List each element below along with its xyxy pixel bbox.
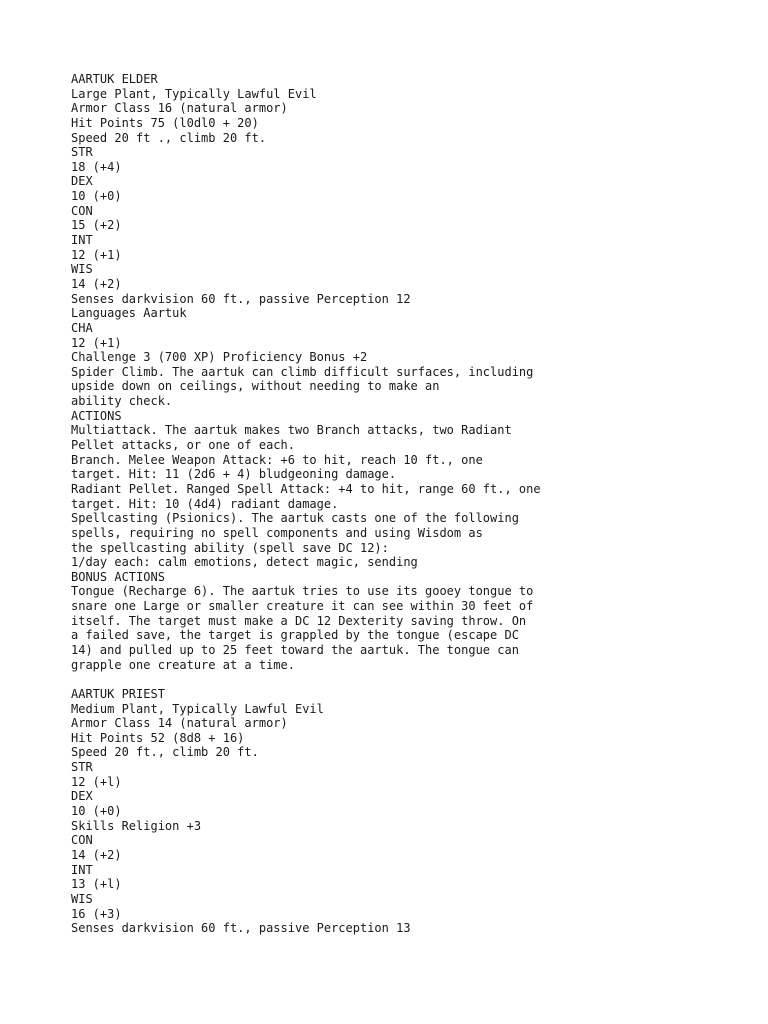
elder-dex-value: 10 (+0) bbox=[71, 189, 122, 204]
elder-spellcasting-line: the spellcasting ability (spell save DC 12): bbox=[71, 540, 389, 555]
priest-str-value: 12 (+l) bbox=[71, 774, 122, 789]
elder-tongue-line: grapple one creature at a time. bbox=[71, 657, 295, 672]
elder-tongue-line: snare one Large or smaller creature it can see within 30 feet of bbox=[71, 599, 534, 614]
elder-tongue-line: 14) and pulled up to 25 feet toward the aartuk. The tongue can bbox=[71, 642, 519, 657]
elder-int-value: 12 (+1) bbox=[71, 247, 122, 262]
priest-int-value: 13 (+l) bbox=[71, 877, 122, 892]
elder-armor-class: Armor Class 16 (natural armor) bbox=[71, 101, 288, 116]
elder-challenge: Challenge 3 (700 XP) Proficiency Bonus +2 bbox=[71, 350, 368, 365]
section-spacer bbox=[71, 672, 751, 687]
elder-branch-line: target. Hit: 11 (2d6 + 4) bludgeoning damage. bbox=[71, 467, 397, 482]
elder-wis-label: WIS bbox=[71, 262, 93, 277]
priest-senses: Senses darkvision 60 ft., passive Perception 13 bbox=[71, 921, 411, 936]
elder-dex-label: DEX bbox=[71, 174, 93, 189]
elder-statblock bbox=[71, 72, 751, 672]
elder-str-value: 18 (+4) bbox=[71, 159, 122, 174]
priest-str-label: STR bbox=[71, 760, 93, 775]
priest-skills: Skills Religion +3 bbox=[71, 818, 202, 833]
elder-bonus-actions-heading: BONUS ACTIONS bbox=[71, 569, 165, 584]
elder-name: AARTUK ELDER bbox=[71, 72, 158, 86]
elder-type: Large Plant, Typically Lawful Evil bbox=[71, 86, 317, 101]
elder-spellcasting-line: spells, requiring no spell components and using Wisdom as bbox=[71, 525, 483, 540]
elder-branch-line: Branch. Melee Weapon Attack: +6 to hit, reach 10 ft., one bbox=[71, 452, 483, 467]
elder-cha-label: CHA bbox=[71, 320, 93, 335]
elder-con-value: 15 (+2) bbox=[71, 218, 122, 233]
priest-int-label: INT bbox=[71, 862, 93, 877]
elder-con-label: CON bbox=[71, 203, 93, 218]
elder-radiant-pellet-line: Radiant Pellet. Ranged Spell Attack: +4 to hit, range 60 ft., one bbox=[71, 481, 541, 496]
elder-hit-points: Hit Points 75 (l0dl0 + 20) bbox=[71, 115, 259, 130]
elder-spider-climb-line: ability check. bbox=[71, 394, 173, 409]
priest-statblock bbox=[71, 687, 751, 936]
elder-radiant-pellet-line: target. Hit: 10 (4d4) radiant damage. bbox=[71, 496, 339, 511]
priest-speed: Speed 20 ft., climb 20 ft. bbox=[71, 745, 259, 760]
priest-con-value: 14 (+2) bbox=[71, 847, 122, 862]
elder-spider-climb-line: Spider Climb. The aartuk can climb difficult surfaces, including bbox=[71, 364, 534, 379]
priest-name: AARTUK PRIEST bbox=[71, 686, 165, 701]
elder-int-label: INT bbox=[71, 233, 93, 248]
elder-spellcasting-line: 1/day each: calm emotions, detect magic, sending bbox=[71, 555, 418, 570]
elder-tongue-line: Tongue (Recharge 6). The aartuk tries to use its gooey tongue to bbox=[71, 584, 534, 599]
priest-dex-value: 10 (+0) bbox=[71, 804, 122, 819]
priest-dex-label: DEX bbox=[71, 789, 93, 804]
elder-wis-value: 14 (+2) bbox=[71, 276, 122, 291]
elder-tongue-line: a failed save, the target is grappled by the tongue (escape DC bbox=[71, 628, 519, 643]
priest-con-label: CON bbox=[71, 833, 93, 848]
elder-multiattack-line: Multiattack. The aartuk makes two Branch attacks, two Radiant bbox=[71, 423, 512, 438]
elder-str-label: STR bbox=[71, 145, 93, 160]
elder-cha-value: 12 (+1) bbox=[71, 335, 122, 350]
document-page bbox=[71, 72, 751, 936]
elder-spider-climb-line: upside down on ceilings, without needing to make an bbox=[71, 379, 440, 394]
elder-languages: Languages Aartuk bbox=[71, 306, 187, 321]
priest-wis-value: 16 (+3) bbox=[71, 906, 122, 921]
priest-type: Medium Plant, Typically Lawful Evil bbox=[71, 701, 324, 716]
elder-tongue-line: itself. The target must make a DC 12 Dexterity saving throw. On bbox=[71, 613, 527, 628]
elder-speed: Speed 20 ft ., climb 20 ft. bbox=[71, 130, 267, 145]
priest-hit-points: Hit Points 52 (8d8 + 16) bbox=[71, 730, 245, 745]
elder-multiattack-line: Pellet attacks, or one of each. bbox=[71, 438, 295, 453]
priest-armor-class: Armor Class 14 (natural armor) bbox=[71, 716, 288, 731]
elder-senses: Senses darkvision 60 ft., passive Perception 12 bbox=[71, 291, 411, 306]
priest-wis-label: WIS bbox=[71, 891, 93, 906]
elder-actions-heading: ACTIONS bbox=[71, 408, 122, 423]
elder-spellcasting-line: Spellcasting (Psionics). The aartuk casts one of the following bbox=[71, 511, 519, 526]
